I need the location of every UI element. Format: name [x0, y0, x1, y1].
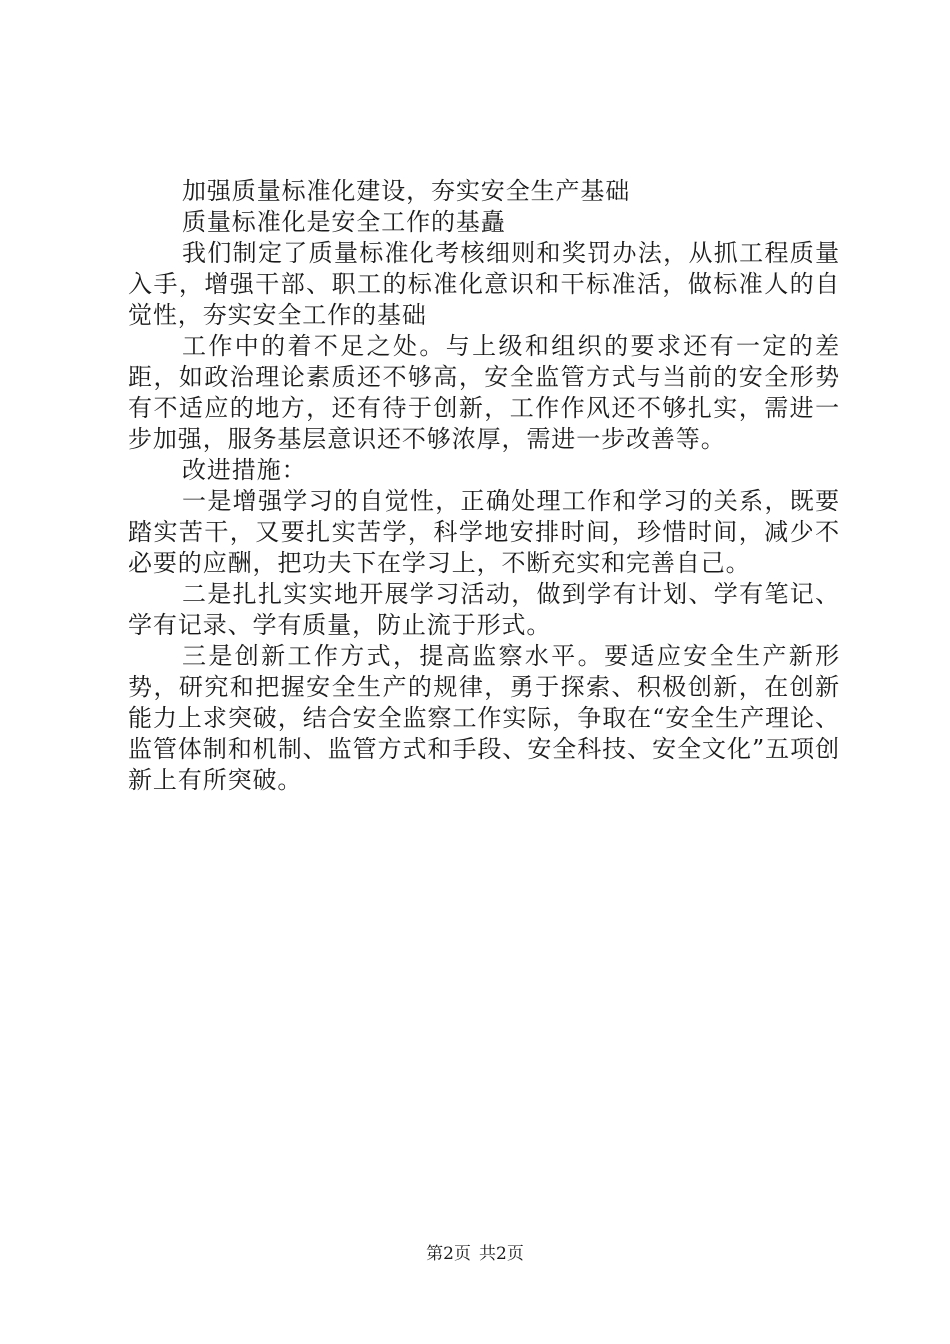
- page-footer: [0, 1243, 950, 1265]
- page-number: 第2页: [426, 1244, 471, 1264]
- paragraph-measure-1: 一是增强学习的自觉性，正确处理工作和学习的关系，既要踏实苦干，又要扎实苦学，科学地安排时间，珍惜时间，减少不必要的应酬，把功夫下在学习上，不断充实和完善自己。: [128, 487, 840, 577]
- paragraph-heading-2: 质量标准化是安全工作的基矗: [182, 208, 506, 236]
- paragraph-standardization: 我们制定了质量标准化考核细则和奖罚办法，从抓工程质量入手，增强干部、职工的标准化意识和干标准活，做标准人的自觉性，夯实安全工作的基础: [128, 239, 840, 329]
- paragraph-shortcomings: 工作中的着不足之处。与上级和组织的要求还有一定的差距，如政治理论素质还不够高，安全监管方式与当前的安全形势有不适应的地方，还有待于创新，工作作风还不够扎实，需进一步加强，服务基层意识还不够浓厚，需进一步改善等。: [128, 332, 840, 453]
- paragraph-measure-3: 三是创新工作方式，提高监察水平。要适应安全生产新形势，研究和把握安全生产的规律，勇于探索、积极创新，在创新能力上求突破，结合安全监察工作实际，争取在“安全生产理论、监管体制和机制、监管方式和手段、安全科技、安全文化”五项创新上有所突破。: [128, 642, 840, 794]
- paragraph-measure-2: 二是扎扎实实地开展学习活动，做到学有计划、学有笔记、学有记录、学有质量，防止流于形式。: [128, 580, 840, 639]
- page-total: 共2页: [479, 1244, 524, 1264]
- paragraph-heading-1: 加强质量标准化建设，夯实安全生产基础: [182, 177, 631, 205]
- paragraph-improvement-heading: 改进措施：: [182, 456, 307, 484]
- document-body: [128, 176, 840, 796]
